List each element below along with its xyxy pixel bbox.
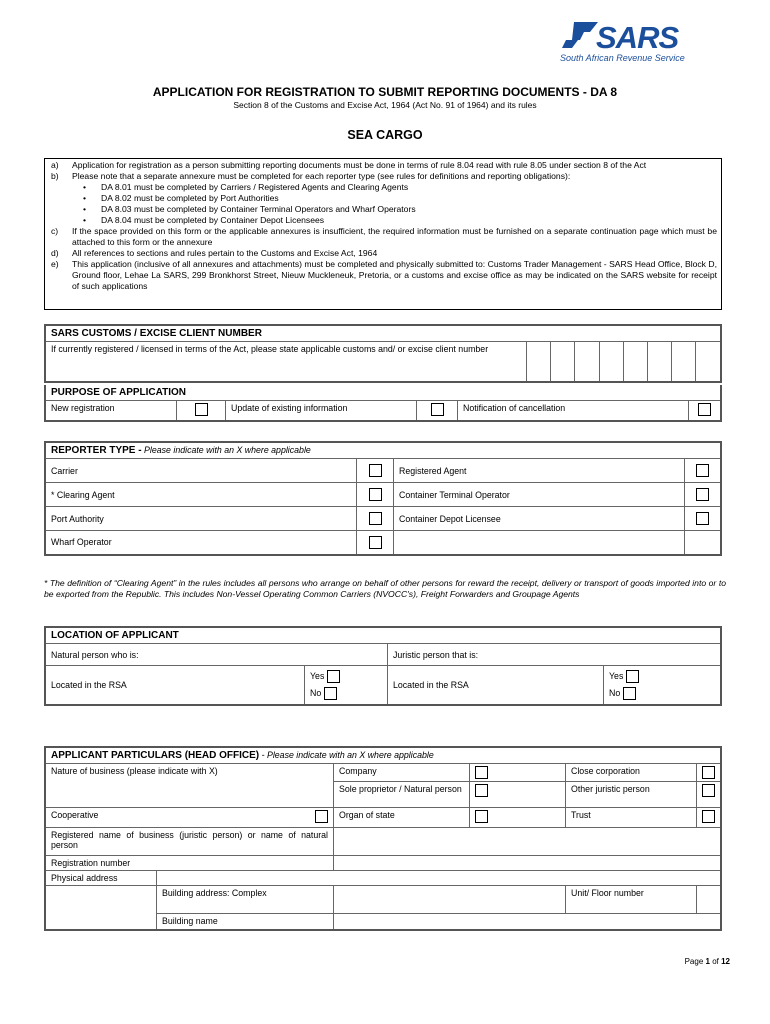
sole-prop-label: Sole proprietor / Natural person xyxy=(334,782,470,808)
particulars-heading-note: - Please indicate with an X where applicable xyxy=(261,750,434,760)
nature-label: Nature of business (please indicate with X) xyxy=(45,764,334,808)
sole-prop-cell xyxy=(470,782,566,808)
building-address-field[interactable] xyxy=(334,886,566,914)
purpose-heading: PURPOSE OF APPLICATION xyxy=(45,385,721,401)
note-e-text: This application (inclusive of all annexures and attachments) must be completed and physically submitted to: Customs Trader Management - SARS Head Office, Block D, Ground floor, Lehae La SARS, 299 Bronkhorst Street, Nieuw Muckleneuk, Pretoria, or a customs and excise office as may be indicated on the SARS website for receipt of such applications xyxy=(72,259,717,291)
page-number xyxy=(650,957,730,966)
other-juristic-cell xyxy=(697,782,722,808)
reporter-table xyxy=(44,441,722,556)
reporter-clearing-agent-cell xyxy=(357,483,394,507)
client-digit[interactable] xyxy=(527,342,551,382)
reporter-heading-cell xyxy=(45,442,721,459)
natural-person-label: Natural person who is: xyxy=(45,644,388,666)
reporter-heading: REPORTER TYPE - xyxy=(51,445,142,456)
address-spacer xyxy=(45,886,157,930)
checkbox-wharf[interactable] xyxy=(369,536,382,549)
purpose-new-label: New registration xyxy=(45,401,177,421)
checkbox-close-corp[interactable] xyxy=(702,766,715,779)
note-c-text: If the space provided on this form or the applicable annexures is insufficient, the required information must be furnished on a separate continuation page which must be attached to this form or the annexure xyxy=(72,226,717,247)
checkbox-company[interactable] xyxy=(475,766,488,779)
note-e xyxy=(49,259,717,292)
client-digit[interactable] xyxy=(551,342,575,382)
checkbox-new-registration[interactable] xyxy=(195,403,208,416)
instructions-box xyxy=(44,158,722,310)
note-a xyxy=(49,160,717,171)
juristic-person-label: Juristic person that is: xyxy=(388,644,722,666)
purpose-cancel-label: Notification of cancellation xyxy=(458,401,689,421)
juristic-yes-no-cell xyxy=(604,666,722,706)
page-current: 1 xyxy=(705,957,710,966)
checkbox-juristic-yes[interactable] xyxy=(626,670,639,683)
reporter-wharf-cell xyxy=(357,531,394,555)
reporter-carrier-cell xyxy=(357,459,394,483)
section-heading: SEA CARGO xyxy=(347,128,423,142)
page-label: Page xyxy=(684,957,704,966)
checkbox-registered-agent[interactable] xyxy=(696,464,709,477)
reporter-container-terminal-cell xyxy=(685,483,722,507)
reporter-empty-cell xyxy=(685,531,722,555)
note-d xyxy=(49,248,717,259)
trust-label: Trust xyxy=(566,808,697,828)
juristic-located-label: Located in the RSA xyxy=(388,666,604,706)
purpose-cancel-cell xyxy=(689,401,722,421)
other-juristic-label: Other juristic person xyxy=(566,782,697,808)
close-corp-label: Close corporation xyxy=(566,764,697,782)
client-heading: SARS CUSTOMS / EXCISE CLIENT NUMBER xyxy=(45,325,721,342)
particulars-heading-cell xyxy=(45,747,721,764)
checkbox-cancellation[interactable] xyxy=(698,403,711,416)
note-d-letter: d) xyxy=(51,248,59,258)
note-b1: • DA 8.01 must be completed by Carriers / Registered Agents and Clearing Agents xyxy=(49,182,717,193)
purpose-table xyxy=(44,385,722,422)
client-digit[interactable] xyxy=(672,342,696,382)
building-address-label: Building address: Complex xyxy=(157,886,334,914)
checkbox-container-depot[interactable] xyxy=(696,512,709,525)
unit-floor-label: Unit/ Floor number xyxy=(566,886,697,914)
building-name-label: Building name xyxy=(157,914,334,930)
reporter-port-authority-cell xyxy=(357,507,394,531)
checkbox-update[interactable] xyxy=(431,403,444,416)
client-digit[interactable] xyxy=(623,342,647,382)
checkbox-cooperative[interactable] xyxy=(315,810,328,823)
client-digit[interactable] xyxy=(575,342,599,382)
note-b-text: Please note that a separate annexure must be completed for each reporter type (see rules for definitions and reporting obligations): xyxy=(72,171,571,181)
unit-floor-field[interactable] xyxy=(697,886,722,914)
natural-no-label: No xyxy=(310,688,322,698)
reg-name-field[interactable] xyxy=(334,828,722,856)
location-table xyxy=(44,626,722,706)
purpose-update-label: Update of existing information xyxy=(226,401,417,421)
physical-address-field[interactable] xyxy=(157,871,722,886)
client-instructions: If currently registered / licensed in terms of the Act, please state applicable customs and/ or excise client number xyxy=(45,342,527,382)
checkbox-juristic-no[interactable] xyxy=(623,687,636,700)
purpose-update-cell xyxy=(417,401,458,421)
logo-subtitle: South African Revenue Service xyxy=(560,53,685,63)
note-b4: • DA 8.04 must be completed by Container Depot Licensees xyxy=(49,215,717,226)
reporter-container-depot-label: Container Depot Licensee xyxy=(394,507,685,531)
natural-located-label: Located in the RSA xyxy=(45,666,305,706)
note-e-letter: e) xyxy=(51,259,59,269)
checkbox-carrier[interactable] xyxy=(369,464,382,477)
purpose-new-cell xyxy=(177,401,226,421)
reporter-carrier-label: Carrier xyxy=(45,459,357,483)
note-a-text: Application for registration as a person submitting reporting documents must be done in terms of rule 8.04 read with rule 8.05 under section 8 of the Act xyxy=(72,160,647,170)
reporter-clearing-agent-label: * Clearing Agent xyxy=(45,483,357,507)
checkbox-sole-prop[interactable] xyxy=(475,784,488,797)
reporter-registered-agent-label: Registered Agent xyxy=(394,459,685,483)
reporter-port-authority-label: Port Authority xyxy=(45,507,357,531)
company-label: Company xyxy=(334,764,470,782)
cooperative-label: Cooperative xyxy=(51,810,99,820)
checkbox-clearing-agent[interactable] xyxy=(369,488,382,501)
company-cell xyxy=(470,764,566,782)
reporter-footnote: * The definition of “Clearing Agent” in the rules includes all persons who arrange on behalf of other persons for reward the receipt, delivery or transport of goods imported into or to be exported from the Republic. This includes Non-Vessel Operating Common Carriers (NVOCC's), Freight Forwarders and Groupage Agents xyxy=(44,578,726,599)
reporter-registered-agent-cell xyxy=(685,459,722,483)
reporter-container-depot-cell xyxy=(685,507,722,531)
particulars-table xyxy=(44,746,722,931)
note-b-letter: b) xyxy=(51,171,59,181)
juristic-no-label: No xyxy=(609,688,621,698)
note-b3: • DA 8.03 must be completed by Container Terminal Operators and Wharf Operators xyxy=(49,204,717,215)
note-b2: • DA 8.02 must be completed by Port Authorities xyxy=(49,193,717,204)
reg-number-field[interactable] xyxy=(334,856,722,871)
client-purpose-table xyxy=(44,324,722,383)
building-name-field[interactable] xyxy=(334,914,722,930)
organ-state-cell xyxy=(470,808,566,828)
note-d-text: All references to sections and rules pertain to the Customs and Excise Act, 1964 xyxy=(72,248,378,258)
note-a-letter: a) xyxy=(51,160,59,170)
logo-name: SARS xyxy=(596,20,679,55)
sars-logo-icon xyxy=(560,20,600,50)
checkbox-natural-yes[interactable] xyxy=(327,670,340,683)
physical-address-label: Physical address xyxy=(45,871,157,886)
page-of: of xyxy=(712,957,719,966)
page-subtitle: Section 8 of the Customs and Excise Act, 1964 (Act No. 91 of 1964) and its rules xyxy=(233,100,537,110)
cooperative-cell xyxy=(45,808,334,828)
page-title: APPLICATION FOR REGISTRATION TO SUBMIT REPORTING DOCUMENTS - DA 8 xyxy=(152,85,618,99)
reporter-wharf-label: Wharf Operator xyxy=(45,531,357,555)
note-c xyxy=(49,226,717,248)
reporter-heading-note: Please indicate with an X where applicable xyxy=(144,445,311,455)
reporter-empty-cell xyxy=(394,531,685,555)
close-corp-cell xyxy=(697,764,722,782)
page-total: 12 xyxy=(721,957,730,966)
location-heading: LOCATION OF APPLICANT xyxy=(45,627,721,644)
natural-yes-no-cell xyxy=(305,666,388,706)
reporter-container-terminal-label: Container Terminal Operator xyxy=(394,483,685,507)
reg-number-label: Registration number xyxy=(45,856,334,871)
checkbox-natural-no[interactable] xyxy=(324,687,337,700)
checkbox-organ-state[interactable] xyxy=(475,810,488,823)
client-digit[interactable] xyxy=(696,342,721,382)
trust-cell xyxy=(697,808,722,828)
particulars-heading: APPLICANT PARTICULARS (HEAD OFFICE) xyxy=(51,750,260,761)
client-digit[interactable] xyxy=(647,342,671,382)
reg-name-label: Registered name of business (juristic person) or name of natural person xyxy=(45,828,334,856)
checkbox-container-terminal[interactable] xyxy=(696,488,709,501)
client-digit[interactable] xyxy=(599,342,623,382)
note-c-letter: c) xyxy=(51,226,59,236)
organ-state-label: Organ of state xyxy=(334,808,470,828)
checkbox-port-authority[interactable] xyxy=(369,512,382,525)
natural-yes-label: Yes xyxy=(310,671,325,681)
sars-logo xyxy=(560,20,710,68)
note-b xyxy=(49,171,717,182)
checkbox-other-juristic[interactable] xyxy=(702,784,715,797)
juristic-yes-label: Yes xyxy=(609,671,624,681)
checkbox-trust[interactable] xyxy=(702,810,715,823)
